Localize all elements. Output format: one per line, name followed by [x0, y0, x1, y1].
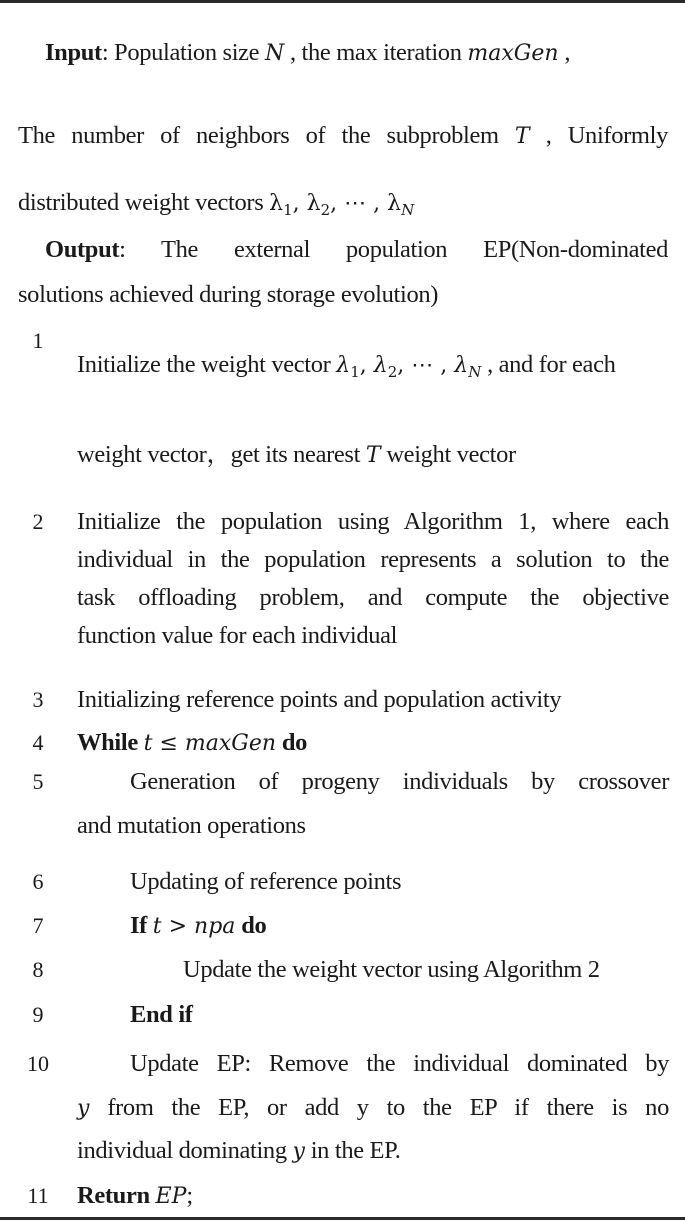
lambda-list: $\lambda_1$, $\lambda_2$, ⋯ , $\lambda_N$ [336, 353, 482, 381]
step-5-line-b: and mutation operations [77, 812, 306, 839]
keyword-do: do [281, 729, 308, 756]
input-line-3: distributed weight vectors $\lambda_1$, $\lambda_2$, ⋯ , $\lambda_N$ [18, 189, 415, 219]
lambda-list: $\lambda_1$, $\lambda_2$, ⋯ , $\lambda_N$ [269, 191, 415, 219]
step-1-line-b: weight vector，get its nearest T weight vector [77, 441, 516, 468]
step-number: 2 [32, 509, 44, 534]
output-line-2: solutions achieved during storage evolution) [18, 281, 439, 308]
step-10-line-a: Update EP: Remove the individual dominated by [130, 1050, 669, 1077]
keyword-end-if: End if [130, 1001, 193, 1028]
keyword-if: If [130, 912, 147, 939]
step-2-line-b: individual in the population represents a solution to the [77, 546, 669, 573]
input-line: Input: Population size N , the max iteration maxGen , [45, 39, 571, 66]
step-number: 7 [32, 913, 44, 938]
step-number: 4 [32, 730, 44, 755]
top-rule [0, 0, 685, 3]
step-2-line-d: function value for each individual [77, 622, 398, 649]
step-number: 1 [32, 328, 44, 353]
input-label: Input [45, 39, 102, 66]
input-line-2: The number of neighbors of the subproblem T , Uniformly [18, 122, 668, 149]
step-number: 10 [27, 1051, 49, 1076]
step-6-text: Updating of reference points [130, 868, 402, 895]
step-10-line-c: individual dominating y in the EP. [77, 1137, 401, 1164]
var-maxGen: maxGen [467, 41, 559, 66]
step-10-line-b: y from the EP, or add y to the EP if there is no [77, 1094, 669, 1121]
step-number: 5 [32, 769, 44, 794]
step-3-text: Initializing reference points and population activity [77, 686, 562, 713]
var-T: T [365, 443, 381, 468]
bottom-rule [0, 1217, 685, 1220]
keyword-do: do [241, 912, 267, 939]
output-label: Output [45, 236, 120, 263]
var-N: N [264, 41, 285, 66]
var-T: T [514, 124, 530, 149]
step-2-line-a: Initialize the population using Algorithm 1, where each [77, 508, 669, 535]
keyword-return: Return [77, 1182, 150, 1209]
step-1-line-a: Initialize the weight vector $\lambda_1$, $\lambda_2$, ⋯ , $\lambda_N$ , and for each [77, 351, 616, 381]
keyword-while: While [77, 729, 138, 756]
step-8-text: Update the weight vector using Algorithm 2 [183, 956, 600, 983]
step-number: 3 [32, 687, 44, 712]
step-number: 9 [32, 1002, 44, 1027]
step-number: 11 [27, 1183, 49, 1208]
output-line: Output: The external population EP(Non-dominated [45, 236, 668, 263]
step-number: 6 [32, 869, 44, 894]
step-4-while: While t ≤ maxGen do [77, 729, 308, 756]
step-7-if: If t > npa do [130, 912, 267, 939]
step-5-line-a: Generation of progeny individuals by crossover [130, 768, 669, 795]
step-2-line-c: task offloading problem, and compute the objective [77, 584, 669, 611]
step-11-return: Return EP; [77, 1182, 193, 1209]
step-number: 8 [32, 957, 44, 982]
